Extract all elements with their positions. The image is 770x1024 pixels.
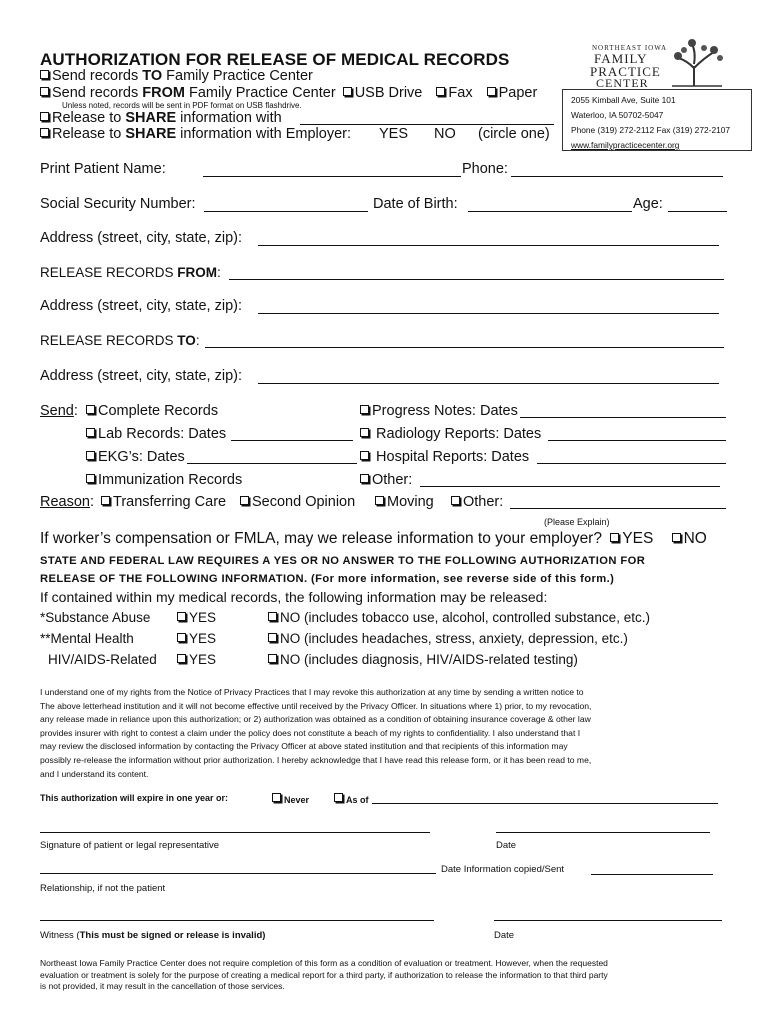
expire-text: This authorization will expire in one year or: <box>40 793 229 803</box>
checkbox[interactable] <box>375 494 387 510</box>
patient-name-label: Print Patient Name: <box>40 161 166 177</box>
release-from-field[interactable] <box>229 279 724 280</box>
release-to-label: RELEASE RECORDS TO: <box>40 333 200 348</box>
witness-field[interactable] <box>40 920 434 921</box>
checkbox[interactable] <box>101 494 113 510</box>
workers-yes-checkbox[interactable] <box>610 530 622 547</box>
checkbox[interactable] <box>360 403 372 419</box>
send-other-option[interactable]: Other: <box>360 472 412 488</box>
complete-records-option[interactable]: Complete Records <box>86 403 218 419</box>
workers-comp-question: If worker’s compensation or FMLA, may we release information to your employer? YES NO <box>40 530 707 547</box>
employer-yes[interactable]: YES <box>379 126 409 142</box>
to-address-field[interactable] <box>258 383 719 384</box>
phone-label: Phone: <box>462 161 508 177</box>
lab-records-option[interactable]: Lab Records: Dates <box>86 426 226 442</box>
from-address-label: Address (street, city, state, zip): <box>40 298 242 314</box>
witness-date-field[interactable] <box>494 920 722 921</box>
date-copied-field[interactable] <box>591 874 713 875</box>
share-employer-option[interactable]: Release to SHARE information with Employer: <box>40 126 351 142</box>
relationship-label: Relationship, if not the patient <box>40 883 166 894</box>
employer-no[interactable]: NO <box>434 126 456 142</box>
ssn-field[interactable] <box>204 211 368 212</box>
page-title: AUTHORIZATION FOR RELEASE OF MEDICAL RECORDS <box>40 50 510 69</box>
signature-date-field[interactable] <box>496 832 710 833</box>
checkbox[interactable] <box>268 631 280 646</box>
fax-checkbox[interactable] <box>436 85 448 101</box>
substance-no-option[interactable]: NO (includes tobacco use, alcohol, controlled substance, etc.) <box>268 610 650 625</box>
checkbox[interactable] <box>86 403 98 419</box>
to-address-label: Address (street, city, state, zip): <box>40 368 242 384</box>
checkbox[interactable] <box>451 494 463 510</box>
circle-one-note: (circle one) <box>478 126 550 142</box>
signature-field[interactable] <box>40 832 430 833</box>
mental-no-option[interactable]: NO (includes headaches, stress, anxiety, depression, etc.) <box>268 631 628 646</box>
pdf-note: Unless noted, records will be sent in PDF format on USB flashdrive. <box>62 101 302 110</box>
checkbox[interactable] <box>177 610 189 625</box>
checkbox[interactable] <box>268 652 280 667</box>
phone-field[interactable] <box>511 176 723 177</box>
from-address-field[interactable] <box>258 313 719 314</box>
usb-checkbox[interactable] <box>343 85 355 101</box>
signature-label: Signature of patient or legal representative <box>40 840 220 851</box>
send-from-option[interactable]: Send records FROM Family Practice Center USB Drive Fax Paper <box>40 85 537 101</box>
send-label: Send: <box>40 403 78 419</box>
checkbox[interactable] <box>240 494 252 510</box>
checkbox[interactable] <box>86 472 98 488</box>
radiology-option[interactable]: Radiology Reports: Dates <box>360 426 541 442</box>
radiology-dates-field[interactable] <box>548 440 726 441</box>
checkbox[interactable] <box>360 472 372 488</box>
progress-notes-option[interactable]: Progress Notes: Dates <box>360 403 518 419</box>
hiv-no-option[interactable]: NO (includes diagnosis, HIV/AIDS-related testing) <box>268 652 578 667</box>
checkbox[interactable] <box>40 68 52 84</box>
substance-yes-option[interactable]: YES <box>177 610 216 625</box>
checkbox[interactable] <box>40 126 52 142</box>
hospital-dates-field[interactable] <box>537 463 726 464</box>
lab-dates-field[interactable] <box>231 440 353 441</box>
checkbox[interactable] <box>40 85 52 101</box>
website-link[interactable]: www.familypracticecenter.org <box>571 140 680 150</box>
transferring-option[interactable]: Transferring Care <box>101 494 226 510</box>
footer-disclaimer: Northeast Iowa Family Practice Center does not require completion of this form as a condition of evaluation or treatment. However, when the requested evaluation or treatment is solely for the purpose of creating a medical report for a third party, if authorization to release the information to that third party is not provided, it may result in the cancellation of those services. <box>40 958 608 991</box>
patient-address-field[interactable] <box>258 245 719 246</box>
address-line-1: 2055 Kimball Ave, Suite 101 <box>571 95 676 105</box>
ekg-option[interactable]: EKG’s: Dates <box>86 449 185 465</box>
ssn-label: Social Security Number: <box>40 196 196 212</box>
mental-yes-option[interactable]: YES <box>177 631 216 646</box>
second-opinion-option[interactable]: Second Opinion <box>240 494 355 510</box>
share-info-option[interactable]: Release to SHARE information with <box>40 110 282 126</box>
relationship-field[interactable] <box>40 873 436 874</box>
checkbox[interactable] <box>360 449 372 465</box>
witness-label: Witness (This must be signed or release is invalid) <box>40 930 266 941</box>
phone-fax: Phone (319) 272-2112 Fax (319) 272-2107 <box>571 125 731 135</box>
checkbox[interactable] <box>334 795 346 805</box>
date-copied-label: Date Information copied/Sent <box>441 864 565 875</box>
dob-label: Date of Birth: <box>373 196 458 212</box>
release-to-field[interactable] <box>205 347 724 348</box>
checkbox[interactable] <box>86 426 98 442</box>
checkbox[interactable] <box>40 110 52 126</box>
date-label: Date <box>496 840 517 851</box>
checkbox[interactable] <box>86 449 98 465</box>
checkbox[interactable] <box>177 652 189 667</box>
hospital-option[interactable]: Hospital Reports: Dates <box>360 449 529 465</box>
as-of-option[interactable]: As of <box>334 793 369 805</box>
age-label: Age: <box>633 196 663 212</box>
witness-date-label: Date <box>494 930 515 941</box>
checkbox[interactable] <box>360 426 372 442</box>
law-statement-1: STATE AND FEDERAL LAW REQUIRES A YES OR NO ANSWER TO THE FOLLOWING AUTHORIZATION FOR <box>40 555 646 567</box>
address-line-2: Waterloo, IA 50702-5047 <box>571 110 664 120</box>
as-of-date-field[interactable] <box>372 803 718 804</box>
checkbox[interactable] <box>177 631 189 646</box>
dob-field[interactable] <box>468 211 632 212</box>
reason-other-field[interactable] <box>510 508 726 509</box>
workers-no-checkbox[interactable] <box>672 530 684 547</box>
checkbox[interactable] <box>272 795 284 805</box>
age-field[interactable] <box>668 211 727 212</box>
ekg-dates-field[interactable] <box>187 463 357 464</box>
tree-icon <box>664 38 726 88</box>
patient-address-label: Address (street, city, state, zip): <box>40 230 242 246</box>
progress-dates-field[interactable] <box>520 417 726 418</box>
contact-box <box>562 89 752 151</box>
hiv-yes-option[interactable]: YES <box>177 652 216 667</box>
release-from-label: RELEASE RECORDS FROM: <box>40 265 221 280</box>
immunization-option[interactable]: Immunization Records <box>86 472 242 488</box>
legal-paragraph: I understand one of my rights from the Notice of Privacy Practices that I may revoke this authorization at any time by sending a written notice to The above letterhead institution and it will not become effective until received by the Privacy Officer. In situations where 1) prior, to my revocation, any release made in reliance upon this authorization; or 2) authorization was obtained as a condition of obtaining insurance coverage & other law provides insurer with right to contest a claim under the policy does not constitute a beach of my rights to confidentiality. I also understand that I may review the disclosed information by contacting the Privacy Officer at above stated institution and that recipients of this information may possibly re-release the information without prior authorization. I hereby acknowledge that I have read this release form, or it has been read to me, and I understand its content. <box>40 687 592 779</box>
paper-checkbox[interactable] <box>487 85 499 101</box>
patient-name-field[interactable] <box>203 176 461 177</box>
send-other-field[interactable] <box>420 486 720 487</box>
reason-label: Reason: <box>40 494 95 510</box>
checkbox[interactable] <box>268 610 280 625</box>
share-info-field[interactable] <box>300 124 554 125</box>
contained-note: If contained within my medical records, the following information may be released: <box>40 589 548 605</box>
send-to-option[interactable]: Send records TO Family Practice Center <box>40 68 313 84</box>
mental-health-label: **Mental Health <box>40 631 134 646</box>
moving-option[interactable]: Moving <box>375 494 434 510</box>
law-statement-2: RELEASE OF THE FOLLOWING INFORMATION. (For more information, see reverse side of this form.) <box>40 573 615 585</box>
please-explain-note: (Please Explain) <box>544 517 610 527</box>
never-option[interactable]: Never <box>272 793 309 805</box>
hiv-aids-label: HIV/AIDS-Related <box>48 652 157 667</box>
substance-abuse-label: *Substance Abuse <box>40 610 151 625</box>
reason-other-option[interactable]: Other: <box>451 494 503 510</box>
